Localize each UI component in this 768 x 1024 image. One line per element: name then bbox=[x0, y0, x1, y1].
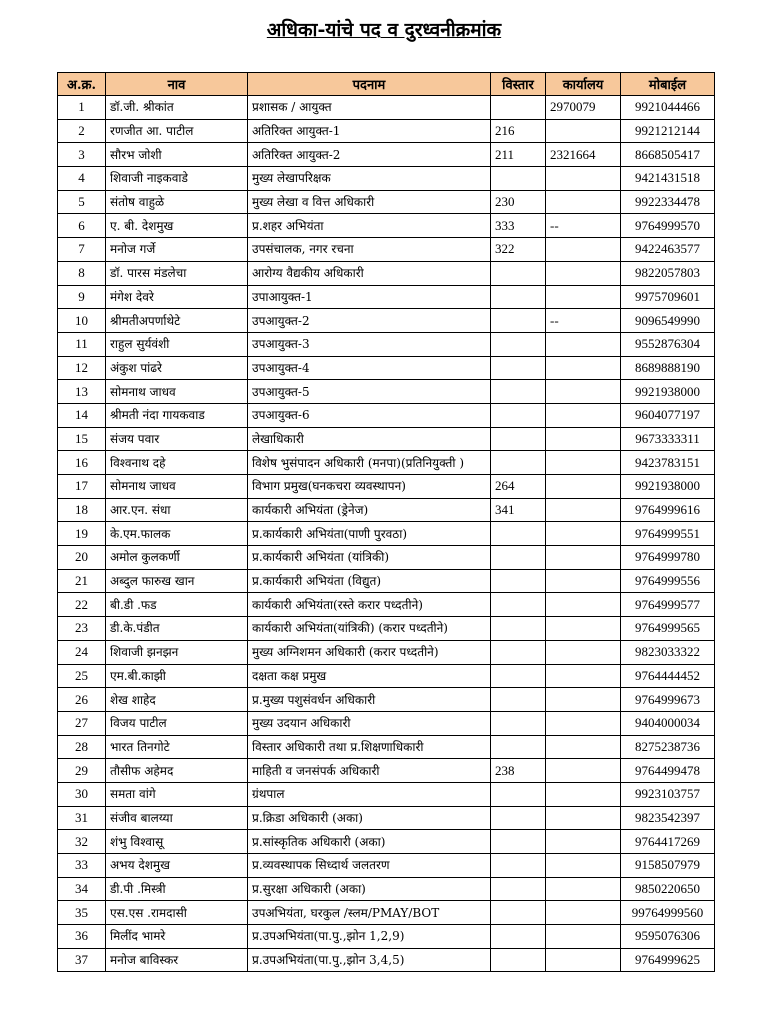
cell-office-phone bbox=[546, 925, 621, 949]
table-row bbox=[58, 238, 715, 262]
page-title: अधिका-यांचे पद व दुरध्वनीक्रमांक bbox=[266, 19, 502, 41]
cell-extension bbox=[491, 925, 546, 949]
cell-office-phone bbox=[546, 688, 621, 712]
cell-serial-no: 12 bbox=[58, 356, 106, 380]
cell-extension: 238 bbox=[491, 759, 546, 783]
cell-serial-no: 35 bbox=[58, 901, 106, 925]
cell-name: अब्दुल फारुख खान bbox=[106, 569, 248, 593]
cell-serial-no: 15 bbox=[58, 427, 106, 451]
cell-mobile: 9921044466 bbox=[621, 96, 715, 120]
cell-office-phone bbox=[546, 877, 621, 901]
cell-extension bbox=[491, 167, 546, 191]
cell-serial-no: 28 bbox=[58, 735, 106, 759]
cell-extension bbox=[491, 901, 546, 925]
cell-name: मंगेश देवरे bbox=[106, 285, 248, 309]
cell-office-phone bbox=[546, 451, 621, 475]
cell-extension: 264 bbox=[491, 475, 546, 499]
cell-name: एस.एस .रामदासी bbox=[106, 901, 248, 925]
cell-name: एम.बी.काझी bbox=[106, 664, 248, 688]
cell-serial-no: 37 bbox=[58, 948, 106, 972]
cell-name: अमोल कुलकर्णी bbox=[106, 546, 248, 570]
cell-designation: उपआयुक्त-6 bbox=[248, 403, 491, 427]
table-row bbox=[58, 119, 715, 143]
cell-office-phone bbox=[546, 593, 621, 617]
table-row bbox=[58, 948, 715, 972]
cell-extension bbox=[491, 830, 546, 854]
cell-extension bbox=[491, 735, 546, 759]
cell-extension: 322 bbox=[491, 238, 546, 262]
cell-extension bbox=[491, 522, 546, 546]
table-row bbox=[58, 167, 715, 191]
table-row bbox=[58, 735, 715, 759]
cell-designation: प्र.कार्यकारी अभियंता (यांत्रिकी) bbox=[248, 546, 491, 570]
cell-extension bbox=[491, 664, 546, 688]
cell-serial-no: 13 bbox=[58, 380, 106, 404]
cell-serial-no: 36 bbox=[58, 925, 106, 949]
cell-name: समता वांगे bbox=[106, 782, 248, 806]
cell-designation: प्र.सांस्कृतिक अधिकारी (अका) bbox=[248, 830, 491, 854]
table-row bbox=[58, 711, 715, 735]
cell-serial-no: 7 bbox=[58, 238, 106, 262]
cell-mobile: 9595076306 bbox=[621, 925, 715, 949]
cell-serial-no: 27 bbox=[58, 711, 106, 735]
cell-serial-no: 17 bbox=[58, 475, 106, 499]
cell-office-phone bbox=[546, 119, 621, 143]
table-row bbox=[58, 546, 715, 570]
cell-designation: प्र.व्यवस्थापक सिध्दार्थ जलतरण bbox=[248, 854, 491, 878]
cell-name: शिवाजी झनझन bbox=[106, 640, 248, 664]
header-mobile: मोबाईल bbox=[621, 73, 715, 96]
cell-extension: 341 bbox=[491, 498, 546, 522]
table-row bbox=[58, 285, 715, 309]
cell-mobile: 9921212144 bbox=[621, 119, 715, 143]
cell-name: शिवाजी नाइकवाडे bbox=[106, 167, 248, 191]
cell-mobile: 9764999570 bbox=[621, 214, 715, 238]
cell-designation: उपअभियंता, घरकुल /स्लम/PMAY/BOT bbox=[248, 901, 491, 925]
table-row bbox=[58, 664, 715, 688]
cell-designation: उपआयुक्त-2 bbox=[248, 309, 491, 333]
cell-office-phone bbox=[546, 782, 621, 806]
cell-mobile: 9921938000 bbox=[621, 475, 715, 499]
cell-mobile: 9850220650 bbox=[621, 877, 715, 901]
table-row bbox=[58, 261, 715, 285]
cell-serial-no: 20 bbox=[58, 546, 106, 570]
table-row bbox=[58, 356, 715, 380]
header-designation: पदनाम bbox=[248, 73, 491, 96]
cell-designation: प्र.उपअभियंता(पा.पु.,झोन 3,4,5) bbox=[248, 948, 491, 972]
cell-serial-no: 31 bbox=[58, 806, 106, 830]
cell-office-phone: 2970079 bbox=[546, 96, 621, 120]
cell-extension bbox=[491, 356, 546, 380]
cell-mobile: 9423783151 bbox=[621, 451, 715, 475]
cell-extension bbox=[491, 711, 546, 735]
cell-mobile: 9764444452 bbox=[621, 664, 715, 688]
cell-extension bbox=[491, 427, 546, 451]
cell-name: संजीव बालय्या bbox=[106, 806, 248, 830]
cell-mobile: 9404000034 bbox=[621, 711, 715, 735]
cell-name: ए. बी. देशमुख bbox=[106, 214, 248, 238]
cell-name: विजय पाटील bbox=[106, 711, 248, 735]
cell-mobile: 9673333311 bbox=[621, 427, 715, 451]
cell-office-phone bbox=[546, 427, 621, 451]
cell-name: शंभु विश्वासू bbox=[106, 830, 248, 854]
cell-mobile: 9764999577 bbox=[621, 593, 715, 617]
cell-mobile: 9764417269 bbox=[621, 830, 715, 854]
cell-serial-no: 33 bbox=[58, 854, 106, 878]
table-row bbox=[58, 830, 715, 854]
cell-mobile: 9922334478 bbox=[621, 190, 715, 214]
cell-office-phone bbox=[546, 522, 621, 546]
cell-office-phone bbox=[546, 356, 621, 380]
cell-serial-no: 5 bbox=[58, 190, 106, 214]
header-extension: विस्तार bbox=[491, 73, 546, 96]
cell-designation: मुख्य लेखापरिक्षक bbox=[248, 167, 491, 191]
cell-serial-no: 32 bbox=[58, 830, 106, 854]
cell-name: सोमनाथ जाधव bbox=[106, 380, 248, 404]
cell-extension bbox=[491, 593, 546, 617]
cell-serial-no: 10 bbox=[58, 309, 106, 333]
cell-office-phone bbox=[546, 640, 621, 664]
cell-designation: कार्यकारी अभियंता(रस्ते करार पध्दतीने) bbox=[248, 593, 491, 617]
cell-serial-no: 24 bbox=[58, 640, 106, 664]
table-row bbox=[58, 451, 715, 475]
cell-designation: प्र.कार्यकारी अभियंता (विद्युत) bbox=[248, 569, 491, 593]
cell-office-phone bbox=[546, 261, 621, 285]
cell-name: तौसीफ अहेमद bbox=[106, 759, 248, 783]
header-name: नाव bbox=[106, 73, 248, 96]
cell-office-phone bbox=[546, 735, 621, 759]
cell-mobile: 9764999565 bbox=[621, 617, 715, 641]
cell-designation: उपाआयुक्त-1 bbox=[248, 285, 491, 309]
cell-office-phone bbox=[546, 546, 621, 570]
cell-designation: विस्तार अधिकारी तथा प्र.शिक्षणाधिकारी bbox=[248, 735, 491, 759]
cell-office-phone bbox=[546, 830, 621, 854]
cell-office-phone bbox=[546, 190, 621, 214]
table-row bbox=[58, 498, 715, 522]
cell-extension bbox=[491, 285, 546, 309]
cell-designation: अतिरिक्त आयुक्त-2 bbox=[248, 143, 491, 167]
cell-office-phone bbox=[546, 498, 621, 522]
cell-designation: प्र.उपअभियंता(पा.पु.,झोन 1,2,9) bbox=[248, 925, 491, 949]
cell-designation: प्र.सुरक्षा अधिकारी (अका) bbox=[248, 877, 491, 901]
cell-mobile: 9823542397 bbox=[621, 806, 715, 830]
table-row bbox=[58, 427, 715, 451]
table-row bbox=[58, 403, 715, 427]
cell-designation: उपआयुक्त-5 bbox=[248, 380, 491, 404]
cell-name: सौरभ जोशी bbox=[106, 143, 248, 167]
cell-office-phone bbox=[546, 948, 621, 972]
cell-name: संतोष वाहुळे bbox=[106, 190, 248, 214]
cell-designation: कार्यकारी अभियंता (ड्रेनेज) bbox=[248, 498, 491, 522]
cell-office-phone bbox=[546, 380, 621, 404]
cell-mobile: 9096549990 bbox=[621, 309, 715, 333]
cell-extension: 216 bbox=[491, 119, 546, 143]
cell-serial-no: 25 bbox=[58, 664, 106, 688]
cell-serial-no: 1 bbox=[58, 96, 106, 120]
table-row bbox=[58, 806, 715, 830]
cell-extension bbox=[491, 309, 546, 333]
cell-designation: उपसंचालक, नगर रचना bbox=[248, 238, 491, 262]
cell-name: बी.डी .फड bbox=[106, 593, 248, 617]
cell-serial-no: 6 bbox=[58, 214, 106, 238]
cell-office-phone bbox=[546, 711, 621, 735]
cell-serial-no: 2 bbox=[58, 119, 106, 143]
cell-office-phone bbox=[546, 403, 621, 427]
cell-mobile: 9764999625 bbox=[621, 948, 715, 972]
cell-mobile: 9822057803 bbox=[621, 261, 715, 285]
officials-contact-table bbox=[57, 72, 715, 972]
cell-extension bbox=[491, 380, 546, 404]
cell-name: रणजीत आ. पाटील bbox=[106, 119, 248, 143]
cell-serial-no: 26 bbox=[58, 688, 106, 712]
table-row bbox=[58, 475, 715, 499]
cell-serial-no: 21 bbox=[58, 569, 106, 593]
cell-mobile: 9975709601 bbox=[621, 285, 715, 309]
cell-serial-no: 8 bbox=[58, 261, 106, 285]
cell-designation: ग्रंथपाल bbox=[248, 782, 491, 806]
cell-mobile: 9764999556 bbox=[621, 569, 715, 593]
cell-extension bbox=[491, 96, 546, 120]
cell-designation: प्र.क्रिडा अधिकारी (अका) bbox=[248, 806, 491, 830]
table-row bbox=[58, 854, 715, 878]
cell-extension bbox=[491, 403, 546, 427]
table-row bbox=[58, 522, 715, 546]
cell-mobile: 9764999780 bbox=[621, 546, 715, 570]
table-row bbox=[58, 190, 715, 214]
cell-name: डी.के.पंडीत bbox=[106, 617, 248, 641]
cell-extension bbox=[491, 782, 546, 806]
cell-serial-no: 11 bbox=[58, 332, 106, 356]
cell-designation: प्र.शहर अभियंता bbox=[248, 214, 491, 238]
cell-name: मिलींद भामरे bbox=[106, 925, 248, 949]
table-row bbox=[58, 617, 715, 641]
table-row bbox=[58, 640, 715, 664]
table-row bbox=[58, 332, 715, 356]
cell-name: भारत तिनगोटे bbox=[106, 735, 248, 759]
cell-designation: आरोग्य वैद्यकीय अधिकारी bbox=[248, 261, 491, 285]
cell-serial-no: 30 bbox=[58, 782, 106, 806]
cell-extension bbox=[491, 948, 546, 972]
table-row bbox=[58, 759, 715, 783]
cell-office-phone bbox=[546, 475, 621, 499]
table-row bbox=[58, 214, 715, 238]
cell-mobile: 9604077197 bbox=[621, 403, 715, 427]
cell-office-phone: -- bbox=[546, 214, 621, 238]
cell-office-phone bbox=[546, 238, 621, 262]
cell-designation: मुख्य अग्निशमन अधिकारी (करार पध्दतीने) bbox=[248, 640, 491, 664]
cell-name: आर.एन. संधा bbox=[106, 498, 248, 522]
cell-office-phone bbox=[546, 806, 621, 830]
cell-designation: विशेष भुसंपादन अधिकारी (मनपा)(प्रतिनियुक्ती ) bbox=[248, 451, 491, 475]
cell-designation: मुख्य लेखा व वित्त अधिकारी bbox=[248, 190, 491, 214]
cell-mobile: 8668505417 bbox=[621, 143, 715, 167]
cell-name: शेख शाहेद bbox=[106, 688, 248, 712]
cell-extension: 230 bbox=[491, 190, 546, 214]
cell-office-phone bbox=[546, 167, 621, 191]
cell-serial-no: 18 bbox=[58, 498, 106, 522]
cell-mobile: 9764999551 bbox=[621, 522, 715, 546]
cell-name: राहुल सुर्यवंशी bbox=[106, 332, 248, 356]
table-row bbox=[58, 569, 715, 593]
cell-mobile: 9764999673 bbox=[621, 688, 715, 712]
cell-designation: कार्यकारी अभियंता(यांत्रिकी) (करार पध्दतीने) bbox=[248, 617, 491, 641]
cell-office-phone bbox=[546, 664, 621, 688]
cell-designation: प्रशासक / आयुक्त bbox=[248, 96, 491, 120]
cell-extension bbox=[491, 546, 546, 570]
cell-office-phone bbox=[546, 759, 621, 783]
cell-office-phone bbox=[546, 901, 621, 925]
table-row bbox=[58, 688, 715, 712]
cell-serial-no: 3 bbox=[58, 143, 106, 167]
cell-serial-no: 23 bbox=[58, 617, 106, 641]
cell-extension bbox=[491, 569, 546, 593]
cell-serial-no: 34 bbox=[58, 877, 106, 901]
cell-office-phone bbox=[546, 854, 621, 878]
cell-office-phone: -- bbox=[546, 309, 621, 333]
cell-name: डॉ.जी. श्रीकांत bbox=[106, 96, 248, 120]
table-row bbox=[58, 143, 715, 167]
cell-extension: 211 bbox=[491, 143, 546, 167]
table-row bbox=[58, 96, 715, 120]
cell-designation: उपआयुक्त-4 bbox=[248, 356, 491, 380]
cell-serial-no: 9 bbox=[58, 285, 106, 309]
cell-mobile: 9921938000 bbox=[621, 380, 715, 404]
header-office-phone: कार्यालय bbox=[546, 73, 621, 96]
cell-mobile: 8275238736 bbox=[621, 735, 715, 759]
cell-serial-no: 19 bbox=[58, 522, 106, 546]
cell-extension: 333 bbox=[491, 214, 546, 238]
cell-extension bbox=[491, 877, 546, 901]
cell-mobile: 9421431518 bbox=[621, 167, 715, 191]
cell-serial-no: 16 bbox=[58, 451, 106, 475]
cell-mobile: 9422463577 bbox=[621, 238, 715, 262]
cell-serial-no: 14 bbox=[58, 403, 106, 427]
cell-name: अंकुश पांढरे bbox=[106, 356, 248, 380]
cell-name: सोमनाथ जाधव bbox=[106, 475, 248, 499]
cell-designation: उपआयुक्त-3 bbox=[248, 332, 491, 356]
cell-extension bbox=[491, 617, 546, 641]
cell-extension bbox=[491, 640, 546, 664]
table-header-row bbox=[58, 73, 715, 96]
cell-name: मनोज गर्जे bbox=[106, 238, 248, 262]
table-body bbox=[58, 96, 715, 972]
cell-name: के.एम.फालक bbox=[106, 522, 248, 546]
cell-extension bbox=[491, 332, 546, 356]
cell-name: विश्वनाथ दहे bbox=[106, 451, 248, 475]
table-row bbox=[58, 593, 715, 617]
cell-mobile: 9764999616 bbox=[621, 498, 715, 522]
cell-extension bbox=[491, 451, 546, 475]
cell-serial-no: 22 bbox=[58, 593, 106, 617]
cell-name: श्रीमती नंदा गायकवाड bbox=[106, 403, 248, 427]
cell-serial-no: 29 bbox=[58, 759, 106, 783]
table-row bbox=[58, 380, 715, 404]
cell-name: डी.पी .मिस्त्री bbox=[106, 877, 248, 901]
cell-designation: अतिरिक्त आयुक्त-1 bbox=[248, 119, 491, 143]
cell-name: संजय पवार bbox=[106, 427, 248, 451]
cell-extension bbox=[491, 261, 546, 285]
cell-office-phone bbox=[546, 285, 621, 309]
cell-name: अभय देशमुख bbox=[106, 854, 248, 878]
cell-mobile: 99764999560 bbox=[621, 901, 715, 925]
table-row bbox=[58, 309, 715, 333]
table-row bbox=[58, 925, 715, 949]
cell-mobile: 8689888190 bbox=[621, 356, 715, 380]
cell-mobile: 9923103757 bbox=[621, 782, 715, 806]
cell-designation: प्र.कार्यकारी अभियंता(पाणी पुरवठा) bbox=[248, 522, 491, 546]
header-serial-no: अ.क्र. bbox=[58, 73, 106, 96]
cell-name: डॉ. पारस मंडलेचा bbox=[106, 261, 248, 285]
cell-name: मनोज बाविस्कर bbox=[106, 948, 248, 972]
cell-office-phone: 2321664 bbox=[546, 143, 621, 167]
cell-office-phone bbox=[546, 617, 621, 641]
cell-extension bbox=[491, 688, 546, 712]
cell-office-phone bbox=[546, 332, 621, 356]
cell-mobile: 9823033322 bbox=[621, 640, 715, 664]
cell-designation: मुख्य उदयान अधिकारी bbox=[248, 711, 491, 735]
cell-office-phone bbox=[546, 569, 621, 593]
cell-serial-no: 4 bbox=[58, 167, 106, 191]
cell-designation: विभाग प्रमुख(घनकचरा व्यवस्थापन) bbox=[248, 475, 491, 499]
table-row bbox=[58, 877, 715, 901]
cell-extension bbox=[491, 854, 546, 878]
table-row bbox=[58, 782, 715, 806]
cell-extension bbox=[491, 806, 546, 830]
cell-designation: दक्षता कक्ष प्रमुख bbox=[248, 664, 491, 688]
table-row bbox=[58, 901, 715, 925]
cell-designation: प्र.मुख्य पशुसंवर्धन अधिकारी bbox=[248, 688, 491, 712]
cell-mobile: 9764499478 bbox=[621, 759, 715, 783]
cell-mobile: 9158507979 bbox=[621, 854, 715, 878]
cell-designation: लेखाधिकारी bbox=[248, 427, 491, 451]
cell-name: श्रीमतीअपर्णाथेटे bbox=[106, 309, 248, 333]
cell-designation: माहिती व जनसंपर्क अधिकारी bbox=[248, 759, 491, 783]
cell-mobile: 9552876304 bbox=[621, 332, 715, 356]
